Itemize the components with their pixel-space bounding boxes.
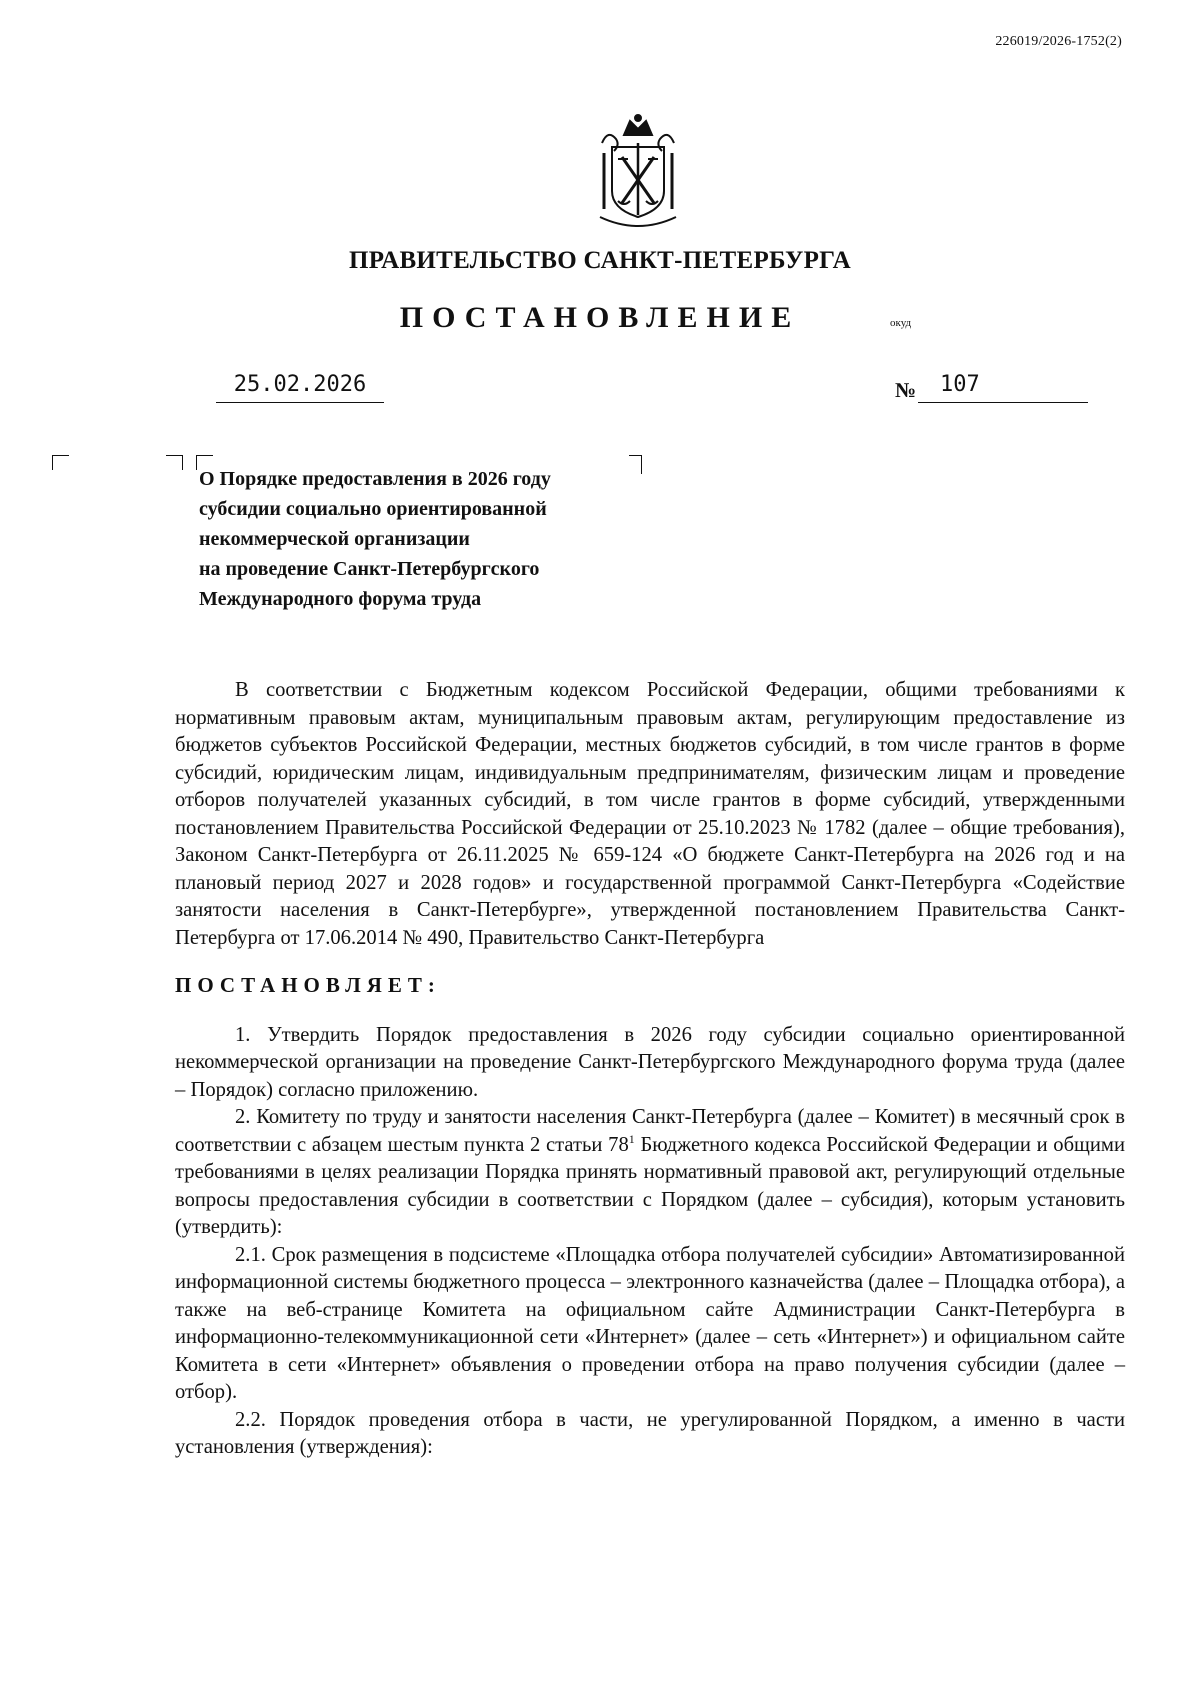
item-2-paragraph (175, 1104, 1125, 1242)
date-underline (216, 402, 384, 403)
document-code: 226019/2026-1752(2) (995, 34, 1122, 49)
corner-bracket (52, 455, 69, 470)
government-title: ПРАВИТЕЛЬСТВО САНКТ-ПЕТЕРБУРГА (348, 247, 852, 274)
subject-line: на проведение Санкт-Петербургского (199, 558, 540, 580)
item-2-2-paragraph: 2.2. Порядок проведения отбора в части, не урегулированной Порядком, а именно в части установления (утверждения): (175, 1408, 1125, 1458)
number-sign: № (895, 378, 917, 402)
document-body (175, 677, 1125, 1462)
okud-label: окуд (890, 317, 912, 329)
subject-line: некоммерческой организации (199, 528, 470, 550)
item-2-text-continued: Бюджетного кодекса Российской Федерации и общими требованиями в целях реализации Порядка принять нормативный правовой акт, регулирующий отдельные вопросы предоставления субсидии в соответствии с Порядком (далее – субсидия), которым установить (утвердить): (175, 1133, 1125, 1238)
item-2-text: 2. Комитету по труду и занятости населения Санкт-Петербурга (далее – Комитет) в месячный срок в соответствии с абзацем шестым пункта 2 статьи 78 (175, 1106, 1125, 1156)
subject-line: О Порядке предоставления в 2026 году (199, 468, 551, 490)
item-2-1-paragraph: 2.1. Срок размещения в подсистеме «Площадка отбора получателей субсидии» Автоматизированной информационной системы бюджетного процесса – электронного казначейства (далее – Площадка отбора), а также на веб-странице Комитета на официальном сайте Администрации Санкт-Петербурга в информационно-телекоммуникационной сети «Интернет» (далее – сеть «Интернет») и официальном сайте Комитета в сети «Интернет» объявления о проведении отбора на право получения субсидии (далее – отбор). (175, 1243, 1125, 1403)
document-date: 25.02.2026 (233, 372, 367, 397)
document-type-title: ПОСТАНОВЛЕНИЕ (399, 301, 801, 334)
document-subject (199, 464, 649, 614)
subject-line: субсидии социально ориентированной (199, 498, 547, 520)
preamble-paragraph: В соответствии с Бюджетным кодексом Российской Федерации, общими требованиями к нормативным правовым актам, муниципальным правовым актам, регулирующим предоставление из бюджетов субъектов Российской Федерации, местных бюджетов субсидий, в том числе грантов в форме субсидий, юридическим лицам, индивидуальным предпринимателям, физическим лицам и проведение отборов получателей указанных субсидий, в том числе грантов в форме субсидий, утвержденными постановлением Правительства Российской Федерации от 25.10.2023 № 1782 (далее – общие требования), Законом Санкт-Петербурга от 26.11.2025 № 659-124 «О бюджете Санкт-Петербурга на 2026 год и на плановый период 2027 и 2028 годов» и государственной программой Санкт-Петербурга «Содействие занятости населения в Санкт-Петербурге», утвержденной постановлением Правительства Санкт-Петербурга от 17.06.2014 № 490, Правительство Санкт-Петербурга (175, 679, 1125, 949)
resolves-heading: ПОСТАНОВЛЯЕТ: (175, 973, 441, 997)
saint-petersburg-coat-of-arms-icon (592, 113, 684, 231)
footnote-superscript: 1 (628, 1131, 635, 1146)
corner-bracket (166, 455, 183, 470)
document-number: 107 (940, 372, 980, 397)
number-underline (918, 402, 1088, 403)
item-1-paragraph: 1. Утвердить Порядок предоставления в 2026 году субсидии социально ориентированной некоммерческой организации на проведение Санкт-Петербургского Международного форума труда (далее – Порядок) согласно приложению. (175, 1023, 1125, 1101)
subject-line: Международного форума труда (199, 588, 482, 610)
